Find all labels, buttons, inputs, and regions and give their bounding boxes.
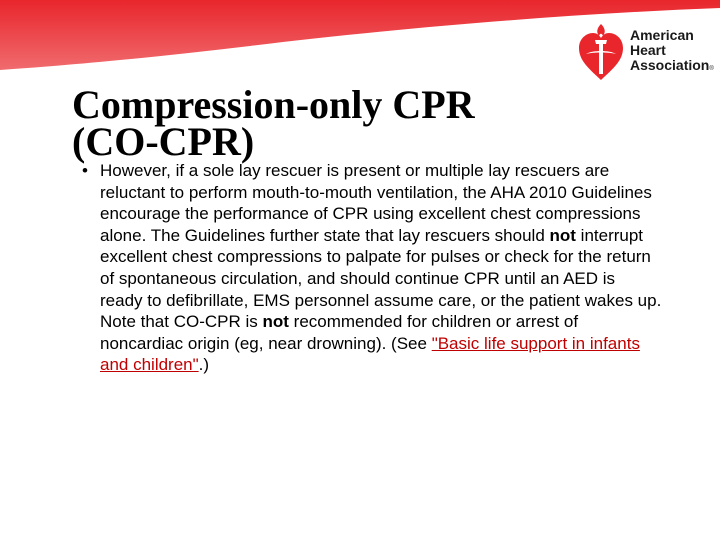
emphasis-not-1: not — [549, 225, 576, 245]
logo-word-2: Heart — [630, 42, 666, 58]
paragraph-part-3: recommended for children or arrest of noncardiac origin (eg, near drowning). (See — [100, 312, 579, 353]
title-line-2: (CO-CPR) — [72, 119, 255, 164]
aha-logo — [578, 24, 718, 84]
registered-mark: ® — [709, 66, 714, 72]
logo-word-3: Association® — [630, 57, 714, 73]
slide-title — [72, 82, 692, 164]
paragraph-part-2: interrupt excellent chest compressions to palpate for pulses or check for the return of spontaneous circulation, and should continue CPR until an AED is ready to defibrillate, EMS personnel assume care, or the patient wakes up. Note that CO-CPR is — [100, 225, 662, 332]
emphasis-not-2: not — [262, 312, 289, 332]
heart-torch-icon — [578, 24, 624, 82]
bullet-marker: • — [82, 161, 88, 180]
bls-infants-children-link[interactable]: "Basic life support in infants and children" — [100, 333, 640, 375]
paragraph-part-4: .) — [198, 355, 210, 375]
logo-wordmark — [630, 28, 714, 77]
logo-word-1: American — [630, 27, 694, 43]
title-line-1: Compression-only CPR — [72, 82, 475, 127]
bullet-paragraph — [100, 160, 662, 376]
paragraph-part-1: However, if a sole lay rescuer is present or multiple lay rescuers are reluctant to perform mouth-to-mouth ventilation, the AHA 2010 Guidelines encourage the performance of CPR using excellent chest compressions alone. The Guidelines further state that lay rescuers should — [100, 161, 652, 245]
bullet-item — [82, 160, 662, 376]
